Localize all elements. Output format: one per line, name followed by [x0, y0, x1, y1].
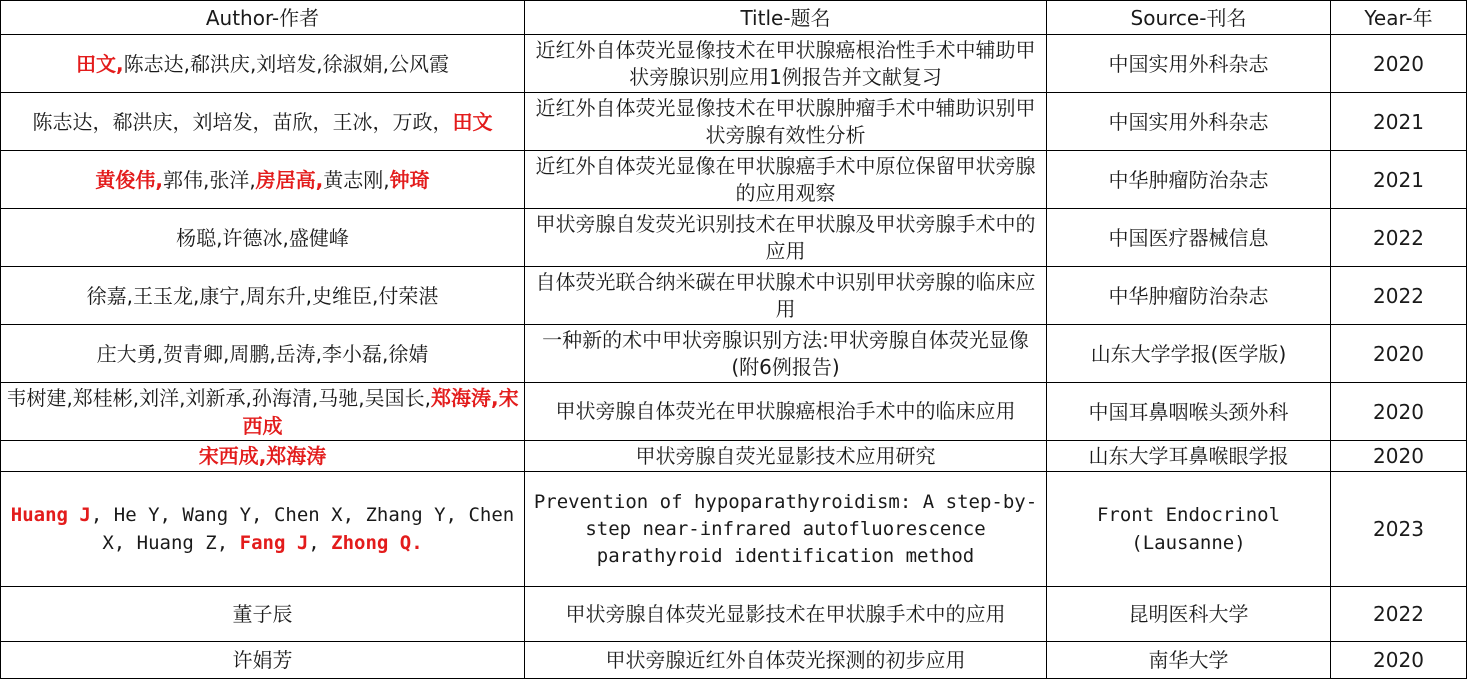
author-separator: ,: [156, 341, 163, 366]
author-separator: ,: [249, 51, 257, 76]
author-name: 吴国长: [364, 385, 425, 410]
author-name: 周东升: [245, 283, 306, 308]
author-name: 许娟芳: [232, 648, 293, 672]
author-name: 许德冰: [222, 225, 283, 250]
author-separator: ,: [382, 51, 390, 76]
author-separator: ,: [305, 283, 313, 308]
author-name: Zhang Y: [365, 504, 446, 526]
author-name-highlighted: 田文: [75, 51, 116, 76]
author-name: 王玉龙: [132, 283, 193, 308]
source-cell: 中国医疗器械信息: [1047, 209, 1331, 267]
author-separator: ,: [372, 283, 379, 308]
table-row: [1, 642, 1467, 679]
title-cell: 一种新的术中甲状旁腺识别方法:甲状旁腺自体荧光显像(附6例报告): [525, 325, 1047, 383]
author-separator: ，: [172, 109, 193, 134]
year-cell: 2020: [1331, 325, 1467, 383]
author-name: 刘洋: [139, 385, 180, 410]
author-cell: [1, 35, 525, 93]
author-name: 康宁: [199, 283, 240, 308]
author-name: 董子辰: [232, 602, 293, 626]
author-separator: ,: [132, 385, 140, 410]
author-name: 刘培发: [256, 51, 317, 76]
author-separator: ,: [269, 341, 276, 366]
author-cell: [1, 93, 525, 151]
author-cell: [1, 472, 525, 587]
author-separator: ,: [245, 385, 252, 410]
author-name-highlighted: 黄俊伟: [95, 167, 156, 192]
table-row: [1, 472, 1467, 587]
year-cell: 2021: [1331, 93, 1467, 151]
author-separator: ,: [115, 51, 124, 76]
author-separator: ,: [179, 385, 186, 410]
header-year: Year-年: [1331, 1, 1467, 35]
year-cell: 2022: [1331, 587, 1467, 642]
author-separator: ，: [372, 109, 393, 134]
author-name: 贺青卿: [162, 341, 223, 366]
title-cell: 甲状旁腺自体荧光在甲状腺癌根治手术中的临床应用: [525, 383, 1047, 441]
title-cell: 甲状旁腺近红外自体荧光探测的初步应用: [525, 642, 1047, 679]
table-row: [1, 587, 1467, 642]
source-cell: 昆明医科大学: [1047, 587, 1331, 642]
author-separator: ,: [90, 504, 114, 526]
author-separator: ,: [424, 385, 431, 410]
author-separator: ,: [159, 504, 183, 526]
author-name: 王冰: [332, 109, 373, 134]
author-name-highlighted: 郑海涛: [430, 385, 491, 410]
author-separator: ,: [382, 341, 389, 366]
author-separator: ,: [258, 444, 267, 468]
author-name-highlighted: 宋西成: [242, 385, 519, 438]
author-separator: ，: [92, 109, 113, 134]
author-cell: [1, 642, 525, 679]
header-source: Source-刊名: [1047, 1, 1331, 35]
year-cell: 2020: [1331, 383, 1467, 441]
source-cell: 中华肿瘤防治杂志: [1047, 151, 1331, 209]
author-separator: ,: [216, 225, 223, 250]
source-cell: Front Endocrinol (Lausanne): [1047, 472, 1331, 587]
year-cell: 2021: [1331, 151, 1467, 209]
header-title: Title-题名: [525, 1, 1047, 35]
author-cell: [1, 383, 525, 441]
author-separator: ,: [342, 504, 366, 526]
author-separator: ,: [315, 167, 324, 192]
author-name: 李小磊: [322, 341, 383, 366]
author-name: 岳涛: [275, 341, 316, 366]
author-name: He Y: [113, 504, 160, 526]
table-row: [1, 151, 1467, 209]
source-cell: 山东大学学报(医学版): [1047, 325, 1331, 383]
source-cell: 山东大学耳鼻喉眼学报: [1047, 441, 1331, 472]
author-separator: ,: [282, 225, 289, 250]
author-separator: ,: [445, 504, 469, 526]
author-name: 张洋: [209, 167, 250, 192]
source-cell: 中华肿瘤防治杂志: [1047, 267, 1331, 325]
author-name: 苗欣: [272, 109, 313, 134]
author-name: 徐嘉: [86, 283, 127, 308]
title-cell: 甲状旁腺自荧光显影技术应用研究: [525, 441, 1047, 472]
author-name: 郑桂彬: [72, 385, 133, 410]
author-separator: ,: [316, 51, 323, 76]
source-cell: 南华大学: [1047, 642, 1331, 679]
table-body: [1, 35, 1467, 679]
author-cell: [1, 587, 525, 642]
author-cell: [1, 209, 525, 267]
author-name-highlighted: 郑海涛: [266, 444, 327, 468]
author-name: 刘培发: [192, 109, 253, 134]
author-separator: ,: [66, 385, 73, 410]
author-name: 刘新承: [185, 385, 246, 410]
author-separator: ,: [202, 167, 210, 192]
title-cell: 近红外自体荧光显像在甲状腺癌手术中原位保留甲状旁腺的应用观察: [525, 151, 1047, 209]
author-name-highlighted: 钟琦: [389, 167, 430, 192]
author-separator: ,: [192, 283, 200, 308]
author-separator: ，: [312, 109, 333, 134]
author-separator: ，: [432, 109, 453, 134]
source-cell: 中国实用外科杂志: [1047, 35, 1331, 93]
author-separator: ,: [183, 51, 190, 76]
author-separator: ,: [216, 532, 240, 554]
author-name: Chen X: [102, 504, 515, 554]
title-cell: 近红外自体荧光显像技术在甲状腺肿瘤手术中辅助识别甲状旁腺有效性分析: [525, 93, 1047, 151]
author-name: 徐婧: [388, 341, 429, 366]
year-cell: 2022: [1331, 267, 1467, 325]
author-separator: ,: [315, 341, 323, 366]
author-name: 盛健峰: [288, 225, 349, 250]
author-name: 万政: [392, 109, 433, 134]
author-name: 付荣湛: [378, 283, 439, 308]
author-cell: [1, 325, 525, 383]
author-name: 杨聪: [176, 225, 217, 250]
author-name-highlighted: 房居高: [255, 167, 316, 192]
author-name: Wang Y: [182, 504, 252, 526]
author-name: 史维臣: [312, 283, 373, 308]
table-row: [1, 93, 1467, 151]
year-cell: 2020: [1331, 642, 1467, 679]
author-separator: ,: [249, 167, 256, 192]
title-cell: 近红外自体荧光显像技术在甲状腺癌根治性手术中辅助甲状旁腺识别应用1例报告并文献复习: [525, 35, 1047, 93]
author-separator: ,: [155, 167, 163, 192]
header-row: [1, 1, 1467, 35]
author-name: 陈志达: [32, 109, 93, 134]
year-cell: 2022: [1331, 209, 1467, 267]
author-name: 周鹏: [229, 341, 270, 366]
table-row: [1, 209, 1467, 267]
title-cell: 自体荧光联合纳米碳在甲状腺术中识别甲状旁腺的临床应用: [525, 267, 1047, 325]
author-name-highlighted: 田文: [452, 109, 493, 134]
author-name-highlighted: Huang J: [10, 504, 91, 526]
author-name: 郗洪庆: [189, 51, 250, 76]
author-name: Huang Z: [136, 532, 217, 554]
author-cell: [1, 151, 525, 209]
title-cell: 甲状旁腺自发荧光识别技术在甲状腺及甲状旁腺手术中的应用: [525, 209, 1047, 267]
author-name-highlighted: Zhong Q.: [331, 532, 423, 554]
year-cell: 2020: [1331, 441, 1467, 472]
table-row: [1, 267, 1467, 325]
source-cell: 中国耳鼻咽喉头颈外科: [1047, 383, 1331, 441]
author-separator: ,: [126, 283, 133, 308]
author-separator: ,: [383, 167, 390, 192]
author-name: 韦树建: [6, 385, 67, 410]
author-name: 公风霞: [389, 51, 450, 76]
author-cell: [1, 267, 525, 325]
author-separator: ,: [311, 385, 319, 410]
author-cell: [1, 441, 525, 472]
author-name: 徐淑娟: [322, 51, 383, 76]
source-cell: 中国实用外科杂志: [1047, 93, 1331, 151]
author-name: Chen X: [273, 504, 343, 526]
title-cell: 甲状旁腺自体荧光显影技术在甲状腺手术中的应用: [525, 587, 1047, 642]
table-row: [1, 383, 1467, 441]
title-cell: Prevention of hypoparathyroidism: A step-by-step near-infrared autofluorescence parathyroid identification method: [525, 472, 1047, 587]
author-name: 郗洪庆: [112, 109, 173, 134]
table-row: [1, 35, 1467, 93]
author-name: 庄大勇: [96, 341, 157, 366]
author-separator: ，: [252, 109, 273, 134]
header-author: Author-作者: [1, 1, 525, 35]
author-separator: ,: [490, 385, 499, 410]
author-name: 郭伟: [162, 167, 203, 192]
author-name-highlighted: 宋西成: [198, 444, 259, 468]
author-name: 孙海清: [251, 385, 312, 410]
year-cell: 2020: [1331, 35, 1467, 93]
table-row: [1, 441, 1467, 472]
author-name: 陈志达: [123, 51, 184, 76]
author-separator: ,: [358, 385, 365, 410]
author-name-highlighted: Fang J: [239, 532, 309, 554]
year-cell: 2023: [1331, 472, 1467, 587]
author-name: 马驰: [318, 385, 359, 410]
author-separator: ,: [239, 283, 246, 308]
author-separator: ,: [222, 341, 230, 366]
author-name: 黄志刚: [323, 167, 384, 192]
author-separator: ,: [251, 504, 274, 526]
table-row: [1, 325, 1467, 383]
author-separator: ,: [113, 532, 137, 554]
author-separator: ,: [308, 532, 332, 554]
